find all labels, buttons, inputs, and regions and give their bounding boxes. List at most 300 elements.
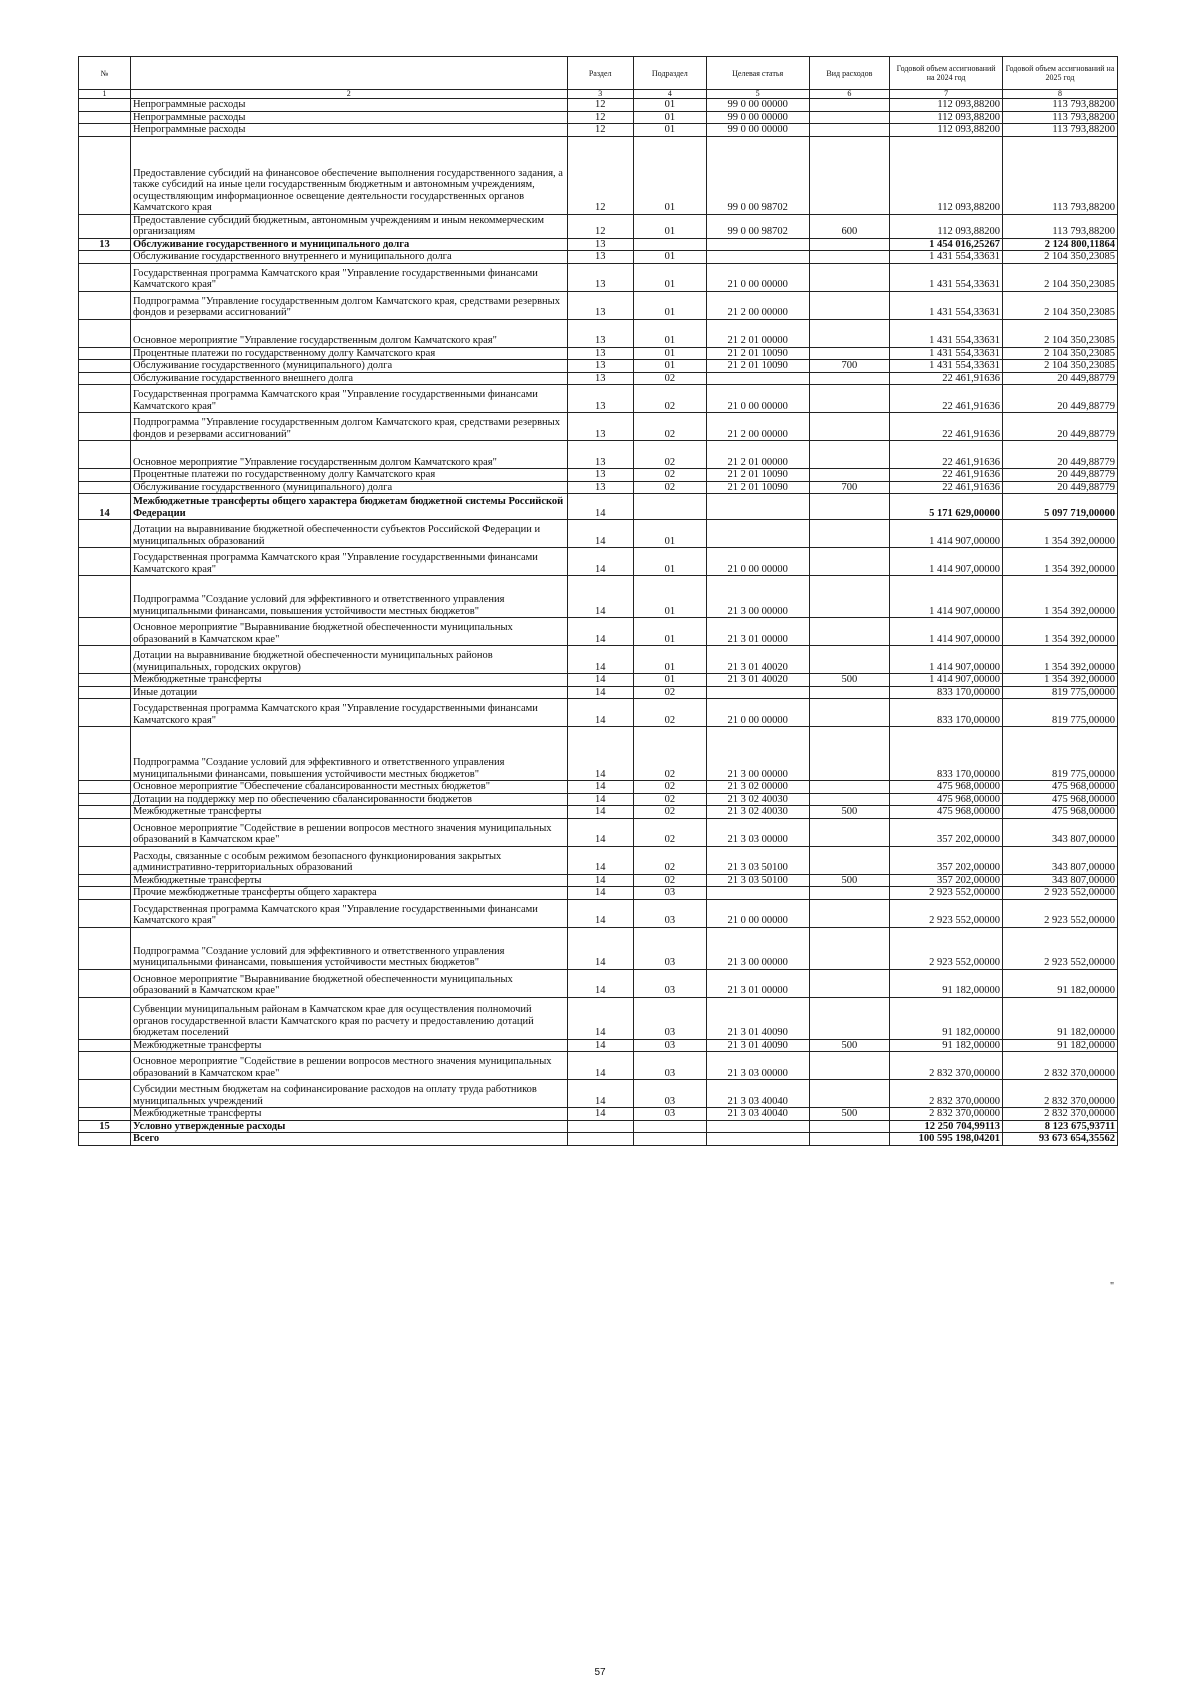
amount-2024-cell: 2 923 552,00000 — [890, 899, 1003, 927]
expense-name-cell: Прочие межбюджетные трансферты общего характера — [130, 887, 567, 900]
podrazdel-cell: 01 — [633, 319, 706, 347]
amount-2025-cell: 113 793,88200 — [1002, 124, 1117, 137]
amount-2024-cell: 475 968,00000 — [890, 781, 1003, 794]
amount-2025-cell: 1 354 392,00000 — [1002, 520, 1117, 548]
podrazdel-cell: 02 — [633, 699, 706, 727]
expense-type-cell — [809, 969, 890, 997]
target-article-cell — [706, 1133, 809, 1146]
expense-name-cell: Подпрограмма "Создание условий для эффективного и ответственного управления муниципальными финансами, повышения устойчивости местных бюджетов" — [130, 927, 567, 969]
podrazdel-cell: 01 — [633, 99, 706, 112]
podrazdel-cell: 01 — [633, 214, 706, 238]
razdel-cell: 14 — [567, 576, 633, 618]
expense-type-cell — [809, 887, 890, 900]
expense-type-cell — [809, 385, 890, 413]
table-row — [79, 1133, 1118, 1146]
amount-2024-cell: 112 093,88200 — [890, 214, 1003, 238]
row-number-cell — [79, 360, 131, 373]
razdel-cell — [567, 1133, 633, 1146]
amount-2025-cell: 1 354 392,00000 — [1002, 548, 1117, 576]
table-row — [79, 413, 1118, 441]
table-row — [79, 385, 1118, 413]
target-article-cell: 21 3 03 40040 — [706, 1108, 809, 1121]
razdel-cell: 13 — [567, 372, 633, 385]
table-row — [79, 111, 1118, 124]
amount-2024-cell: 1 431 554,33631 — [890, 263, 1003, 291]
expense-type-cell — [809, 686, 890, 699]
expense-name-cell: Межбюджетные трансферты — [130, 1039, 567, 1052]
table-row — [79, 494, 1118, 520]
table-row — [79, 548, 1118, 576]
target-article-cell: 21 3 02 40030 — [706, 793, 809, 806]
amount-2025-cell: 2 832 370,00000 — [1002, 1108, 1117, 1121]
row-number-cell — [79, 372, 131, 385]
table-row — [79, 618, 1118, 646]
row-number-cell — [79, 347, 131, 360]
row-number-cell — [79, 806, 131, 819]
row-number-cell — [79, 1108, 131, 1121]
podrazdel-cell: 02 — [633, 481, 706, 494]
table-row — [79, 360, 1118, 373]
podrazdel-cell: 03 — [633, 927, 706, 969]
amount-2025-cell: 2 923 552,00000 — [1002, 899, 1117, 927]
expense-name-cell: Обслуживание государственного и муниципального долга — [130, 238, 567, 251]
target-article-cell: 21 3 03 00000 — [706, 1052, 809, 1080]
podrazdel-cell: 02 — [633, 469, 706, 482]
podrazdel-cell: 01 — [633, 576, 706, 618]
table-row — [79, 969, 1118, 997]
table-row — [79, 997, 1118, 1039]
expense-type-cell: 700 — [809, 481, 890, 494]
row-number-cell — [79, 385, 131, 413]
expense-name-cell: Непрограммные расходы — [130, 99, 567, 112]
table-row — [79, 263, 1118, 291]
target-article-cell: 21 3 01 00000 — [706, 969, 809, 997]
podrazdel-cell: 02 — [633, 874, 706, 887]
amount-2024-cell: 1 414 907,00000 — [890, 646, 1003, 674]
header-amount-2024: Годовой объем ассигнований на 2024 год — [890, 57, 1003, 90]
table-row — [79, 874, 1118, 887]
podrazdel-cell: 03 — [633, 887, 706, 900]
razdel-cell: 13 — [567, 251, 633, 264]
table-row — [79, 646, 1118, 674]
table-row — [79, 520, 1118, 548]
expense-name-cell: Основное мероприятие "Выравнивание бюджетной обеспеченности муниципальных образований в Камчатском крае" — [130, 618, 567, 646]
column-number: 1 — [79, 90, 131, 99]
amount-2025-cell: 2 923 552,00000 — [1002, 927, 1117, 969]
amount-2025-cell: 475 968,00000 — [1002, 793, 1117, 806]
row-number-cell — [79, 1039, 131, 1052]
podrazdel-cell: 02 — [633, 806, 706, 819]
row-number-cell — [79, 520, 131, 548]
table-row — [79, 214, 1118, 238]
amount-2024-cell: 2 832 370,00000 — [890, 1108, 1003, 1121]
expense-name-cell: Обслуживание государственного (муниципального) долга — [130, 360, 567, 373]
row-number-cell — [79, 1052, 131, 1080]
razdel-cell: 14 — [567, 874, 633, 887]
table-row — [79, 846, 1118, 874]
podrazdel-cell: 01 — [633, 548, 706, 576]
row-number-cell — [79, 927, 131, 969]
podrazdel-cell — [633, 1120, 706, 1133]
amount-2024-cell: 475 968,00000 — [890, 806, 1003, 819]
expense-name-cell: Иные дотации — [130, 686, 567, 699]
expense-name-cell: Государственная программа Камчатского края "Управление государственными финансами Камчатского края" — [130, 548, 567, 576]
expense-type-cell — [809, 136, 890, 214]
row-number-cell — [79, 111, 131, 124]
expense-type-cell — [809, 927, 890, 969]
amount-2024-cell: 1 431 554,33631 — [890, 319, 1003, 347]
expense-name-cell: Государственная программа Камчатского края "Управление государственными финансами Камчатского края" — [130, 699, 567, 727]
amount-2025-cell: 2 923 552,00000 — [1002, 887, 1117, 900]
amount-2024-cell: 1 454 016,25267 — [890, 238, 1003, 251]
table-row — [79, 136, 1118, 214]
amount-2024-cell: 1 414 907,00000 — [890, 618, 1003, 646]
podrazdel-cell: 02 — [633, 441, 706, 469]
table-row — [79, 818, 1118, 846]
expense-name-cell: Государственная программа Камчатского края "Управление государственными финансами Камчатского края" — [130, 385, 567, 413]
expense-type-cell — [809, 548, 890, 576]
expense-name-cell: Предоставление субсидий бюджетным, автономным учреждениям и иным некоммерческим организациям — [130, 214, 567, 238]
header-name — [130, 57, 567, 90]
expense-type-cell — [809, 494, 890, 520]
row-number-cell — [79, 899, 131, 927]
amount-2024-cell: 1 414 907,00000 — [890, 520, 1003, 548]
expense-name-cell: Межбюджетные трансферты — [130, 806, 567, 819]
razdel-cell: 14 — [567, 969, 633, 997]
target-article-cell — [706, 251, 809, 264]
table-row — [79, 238, 1118, 251]
expense-name-cell: Межбюджетные трансферты — [130, 1108, 567, 1121]
amount-2024-cell: 1 431 554,33631 — [890, 360, 1003, 373]
podrazdel-cell: 02 — [633, 818, 706, 846]
amount-2024-cell: 112 093,88200 — [890, 136, 1003, 214]
expense-type-cell: 500 — [809, 874, 890, 887]
expense-type-cell — [809, 520, 890, 548]
row-number-cell — [79, 124, 131, 137]
row-number-cell — [79, 997, 131, 1039]
podrazdel-cell: 02 — [633, 686, 706, 699]
expense-type-cell — [809, 469, 890, 482]
amount-2025-cell: 2 104 350,23085 — [1002, 291, 1117, 319]
podrazdel-cell: 01 — [633, 136, 706, 214]
row-number-cell — [79, 818, 131, 846]
amount-2025-cell: 113 793,88200 — [1002, 214, 1117, 238]
target-article-cell: 21 2 00 00000 — [706, 413, 809, 441]
table-row — [79, 793, 1118, 806]
amount-2025-cell: 20 449,88779 — [1002, 413, 1117, 441]
expense-name-cell: Основное мероприятие "Содействие в решении вопросов местного значения муниципальных образований в Камчатском крае" — [130, 1052, 567, 1080]
row-number-cell — [79, 781, 131, 794]
expense-name-cell: Дотации на выравнивание бюджетной обеспеченности субъектов Российской Федерации и муниципальных образований — [130, 520, 567, 548]
amount-2024-cell: 1 431 554,33631 — [890, 251, 1003, 264]
podrazdel-cell: 02 — [633, 372, 706, 385]
table-row — [79, 291, 1118, 319]
table-row — [79, 1039, 1118, 1052]
table-row — [79, 319, 1118, 347]
row-number-cell — [79, 686, 131, 699]
expense-name-cell: Государственная программа Камчатского края "Управление государственными финансами Камчатского края" — [130, 263, 567, 291]
amount-2025-cell: 1 354 392,00000 — [1002, 618, 1117, 646]
amount-2024-cell: 833 170,00000 — [890, 686, 1003, 699]
table-row — [79, 372, 1118, 385]
row-number-cell: 13 — [79, 238, 131, 251]
podrazdel-cell: 02 — [633, 846, 706, 874]
expense-name-cell: Подпрограмма "Управление государственным долгом Камчатского края, средствами резервных фондов и резервами ассигнований" — [130, 413, 567, 441]
target-article-cell: 99 0 00 00000 — [706, 124, 809, 137]
razdel-cell: 12 — [567, 111, 633, 124]
expense-name-cell: Дотации на выравнивание бюджетной обеспеченности муниципальных районов (муниципальных, городских округов) — [130, 646, 567, 674]
amount-2024-cell: 91 182,00000 — [890, 1039, 1003, 1052]
header-row — [79, 57, 1118, 90]
amount-2024-cell: 22 461,91636 — [890, 385, 1003, 413]
target-article-cell: 21 3 03 50100 — [706, 846, 809, 874]
amount-2025-cell: 5 097 719,00000 — [1002, 494, 1117, 520]
target-article-cell: 21 3 02 00000 — [706, 781, 809, 794]
amount-2025-cell: 1 354 392,00000 — [1002, 646, 1117, 674]
expense-type-cell — [809, 319, 890, 347]
target-article-cell — [706, 494, 809, 520]
razdel-cell: 14 — [567, 1108, 633, 1121]
target-article-cell: 21 0 00 00000 — [706, 385, 809, 413]
expense-name-cell: Межбюджетные трансферты — [130, 874, 567, 887]
podrazdel-cell: 01 — [633, 251, 706, 264]
table-row — [79, 469, 1118, 482]
target-article-cell: 21 3 03 50100 — [706, 874, 809, 887]
table-row — [79, 686, 1118, 699]
expense-type-cell — [809, 699, 890, 727]
amount-2025-cell: 113 793,88200 — [1002, 111, 1117, 124]
table-row — [79, 887, 1118, 900]
table-row — [79, 1080, 1118, 1108]
amount-2024-cell: 112 093,88200 — [890, 124, 1003, 137]
razdel-cell — [567, 1120, 633, 1133]
table-row — [79, 699, 1118, 727]
podrazdel-cell: 03 — [633, 1052, 706, 1080]
amount-2025-cell: 91 182,00000 — [1002, 1039, 1117, 1052]
razdel-cell: 14 — [567, 818, 633, 846]
podrazdel-cell: 03 — [633, 1039, 706, 1052]
row-number-cell — [79, 291, 131, 319]
amount-2024-cell: 12 250 704,99113 — [890, 1120, 1003, 1133]
razdel-cell: 13 — [567, 238, 633, 251]
razdel-cell: 14 — [567, 1039, 633, 1052]
target-article-cell: 21 3 01 40090 — [706, 997, 809, 1039]
amount-2024-cell: 357 202,00000 — [890, 818, 1003, 846]
table-row — [79, 727, 1118, 781]
table-row — [79, 927, 1118, 969]
expense-name-cell: Процентные платежи по государственному долгу Камчатского края — [130, 347, 567, 360]
amount-2024-cell: 2 923 552,00000 — [890, 887, 1003, 900]
row-number-cell — [79, 99, 131, 112]
podrazdel-cell: 03 — [633, 899, 706, 927]
expense-type-cell — [809, 291, 890, 319]
expense-type-cell — [809, 111, 890, 124]
expense-name-cell: Основное мероприятие "Обеспечение сбалансированности местных бюджетов" — [130, 781, 567, 794]
expense-name-cell: Непрограммные расходы — [130, 111, 567, 124]
amount-2024-cell: 833 170,00000 — [890, 727, 1003, 781]
expense-type-cell: 500 — [809, 1039, 890, 1052]
razdel-cell: 14 — [567, 727, 633, 781]
expense-type-cell — [809, 646, 890, 674]
row-number-cell — [79, 136, 131, 214]
amount-2024-cell: 5 171 629,00000 — [890, 494, 1003, 520]
amount-2024-cell: 475 968,00000 — [890, 793, 1003, 806]
podrazdel-cell — [633, 494, 706, 520]
expense-name-cell: Основное мероприятие "Содействие в решении вопросов местного значения муниципальных образований в Камчатском крае" — [130, 818, 567, 846]
row-number-cell — [79, 1133, 131, 1146]
expense-type-cell — [809, 1080, 890, 1108]
amount-2025-cell: 93 673 654,35562 — [1002, 1133, 1117, 1146]
razdel-cell: 12 — [567, 124, 633, 137]
amount-2025-cell: 343 807,00000 — [1002, 846, 1117, 874]
column-number: 4 — [633, 90, 706, 99]
row-number-cell — [79, 413, 131, 441]
target-article-cell: 21 3 01 40090 — [706, 1039, 809, 1052]
amount-2024-cell: 22 461,91636 — [890, 413, 1003, 441]
amount-2024-cell: 22 461,91636 — [890, 481, 1003, 494]
row-number-cell — [79, 319, 131, 347]
target-article-cell: 21 0 00 00000 — [706, 899, 809, 927]
podrazdel-cell: 01 — [633, 111, 706, 124]
budget-table-sheet — [78, 56, 1118, 1146]
razdel-cell: 14 — [567, 646, 633, 674]
expense-name-cell: Основное мероприятие "Управление государственным долгом Камчатского края" — [130, 319, 567, 347]
expense-name-cell: Обслуживание государственного внешнего долга — [130, 372, 567, 385]
razdel-cell: 13 — [567, 385, 633, 413]
razdel-cell: 14 — [567, 927, 633, 969]
amount-2025-cell: 343 807,00000 — [1002, 874, 1117, 887]
amount-2025-cell: 2 104 350,23085 — [1002, 319, 1117, 347]
column-number: 2 — [130, 90, 567, 99]
razdel-cell: 14 — [567, 618, 633, 646]
target-article-cell: 99 0 00 98702 — [706, 214, 809, 238]
target-article-cell: 21 3 01 40020 — [706, 674, 809, 687]
column-number-row — [79, 90, 1118, 99]
target-article-cell: 21 2 01 10090 — [706, 481, 809, 494]
amount-2025-cell: 2 124 800,11864 — [1002, 238, 1117, 251]
amount-2024-cell: 1 431 554,33631 — [890, 291, 1003, 319]
target-article-cell — [706, 238, 809, 251]
table-row — [79, 806, 1118, 819]
razdel-cell: 13 — [567, 481, 633, 494]
table-row — [79, 576, 1118, 618]
expense-type-cell — [809, 846, 890, 874]
amount-2025-cell: 20 449,88779 — [1002, 469, 1117, 482]
closing-quote-mark: " — [1110, 1281, 1115, 1292]
expense-name-cell: Условно утвержденные расходы — [130, 1120, 567, 1133]
amount-2025-cell: 8 123 675,93711 — [1002, 1120, 1117, 1133]
target-article-cell: 21 2 01 00000 — [706, 319, 809, 347]
podrazdel-cell: 02 — [633, 385, 706, 413]
expense-type-cell — [809, 263, 890, 291]
target-article-cell: 21 2 01 00000 — [706, 441, 809, 469]
podrazdel-cell: 01 — [633, 646, 706, 674]
row-number-cell — [79, 699, 131, 727]
expense-name-cell: Государственная программа Камчатского края "Управление государственными финансами Камчатского края" — [130, 899, 567, 927]
expense-name-cell: Процентные платежи по государственному долгу Камчатского края — [130, 469, 567, 482]
amount-2025-cell: 819 775,00000 — [1002, 699, 1117, 727]
amount-2024-cell: 22 461,91636 — [890, 469, 1003, 482]
row-number-cell — [79, 263, 131, 291]
razdel-cell: 14 — [567, 793, 633, 806]
amount-2024-cell: 833 170,00000 — [890, 699, 1003, 727]
expense-name-cell: Подпрограмма "Создание условий для эффективного и ответственного управления муниципальными финансами, повышения устойчивости местных бюджетов" — [130, 576, 567, 618]
amount-2024-cell: 112 093,88200 — [890, 99, 1003, 112]
column-number: 3 — [567, 90, 633, 99]
amount-2024-cell: 91 182,00000 — [890, 969, 1003, 997]
razdel-cell: 12 — [567, 136, 633, 214]
razdel-cell: 13 — [567, 291, 633, 319]
row-number-cell — [79, 727, 131, 781]
header-expense-type: Вид расходов — [809, 57, 890, 90]
amount-2024-cell: 2 832 370,00000 — [890, 1080, 1003, 1108]
expense-type-cell — [809, 99, 890, 112]
target-article-cell: 21 0 00 00000 — [706, 548, 809, 576]
table-row — [79, 481, 1118, 494]
table-row — [79, 899, 1118, 927]
amount-2025-cell: 475 968,00000 — [1002, 806, 1117, 819]
row-number-cell — [79, 576, 131, 618]
expense-type-cell — [809, 781, 890, 794]
column-number: 8 — [1002, 90, 1117, 99]
row-number-cell — [79, 646, 131, 674]
expense-type-cell — [809, 251, 890, 264]
podrazdel-cell: 03 — [633, 969, 706, 997]
razdel-cell: 13 — [567, 319, 633, 347]
expense-name-cell: Дотации на поддержку мер по обеспечению сбалансированности бюджетов — [130, 793, 567, 806]
amount-2024-cell: 1 414 907,00000 — [890, 548, 1003, 576]
row-number-cell — [79, 481, 131, 494]
table-row — [79, 99, 1118, 112]
table-row — [79, 251, 1118, 264]
expense-name-cell: Предоставление субсидий на финансовое обеспечение выполнения государственного задания, а также субсидий на иные цели государственным бюджетным и автономным учреждениям, осуществляющим информационное освещение деятельности государственных органов Камчатского края — [130, 136, 567, 214]
podrazdel-cell: 03 — [633, 1108, 706, 1121]
razdel-cell: 13 — [567, 441, 633, 469]
razdel-cell: 13 — [567, 469, 633, 482]
expense-name-cell: Межбюджетные трансферты общего характера бюджетам бюджетной системы Российской Федерации — [130, 494, 567, 520]
expense-type-cell — [809, 238, 890, 251]
row-number-cell — [79, 618, 131, 646]
expense-type-cell — [809, 727, 890, 781]
header-razdel: Раздел — [567, 57, 633, 90]
expense-type-cell: 500 — [809, 1108, 890, 1121]
razdel-cell: 14 — [567, 899, 633, 927]
row-number-cell — [79, 469, 131, 482]
target-article-cell — [706, 372, 809, 385]
amount-2024-cell: 22 461,91636 — [890, 441, 1003, 469]
target-article-cell — [706, 520, 809, 548]
target-article-cell: 21 3 00 00000 — [706, 727, 809, 781]
expense-type-cell — [809, 793, 890, 806]
amount-2025-cell: 113 793,88200 — [1002, 99, 1117, 112]
amount-2025-cell: 2 104 350,23085 — [1002, 263, 1117, 291]
amount-2025-cell: 475 968,00000 — [1002, 781, 1117, 794]
amount-2025-cell: 91 182,00000 — [1002, 997, 1117, 1039]
razdel-cell: 13 — [567, 263, 633, 291]
expense-name-cell: Подпрограмма "Управление государственным долгом Камчатского края, средствами резервных фондов и резервами ассигнований" — [130, 291, 567, 319]
target-article-cell: 99 0 00 00000 — [706, 99, 809, 112]
expense-name-cell: Подпрограмма "Создание условий для эффективного и ответственного управления муниципальными финансами, повышения устойчивости местных бюджетов" — [130, 727, 567, 781]
amount-2025-cell: 819 775,00000 — [1002, 686, 1117, 699]
expense-type-cell — [809, 618, 890, 646]
column-number: 5 — [706, 90, 809, 99]
expense-type-cell: 600 — [809, 214, 890, 238]
expense-name-cell: Непрограммные расходы — [130, 124, 567, 137]
razdel-cell: 14 — [567, 887, 633, 900]
expense-name-cell: Субсидии местным бюджетам на софинансирование расходов на оплату труда работников муниципальных учреждений — [130, 1080, 567, 1108]
expense-name-cell: Всего — [130, 1133, 567, 1146]
target-article-cell — [706, 686, 809, 699]
